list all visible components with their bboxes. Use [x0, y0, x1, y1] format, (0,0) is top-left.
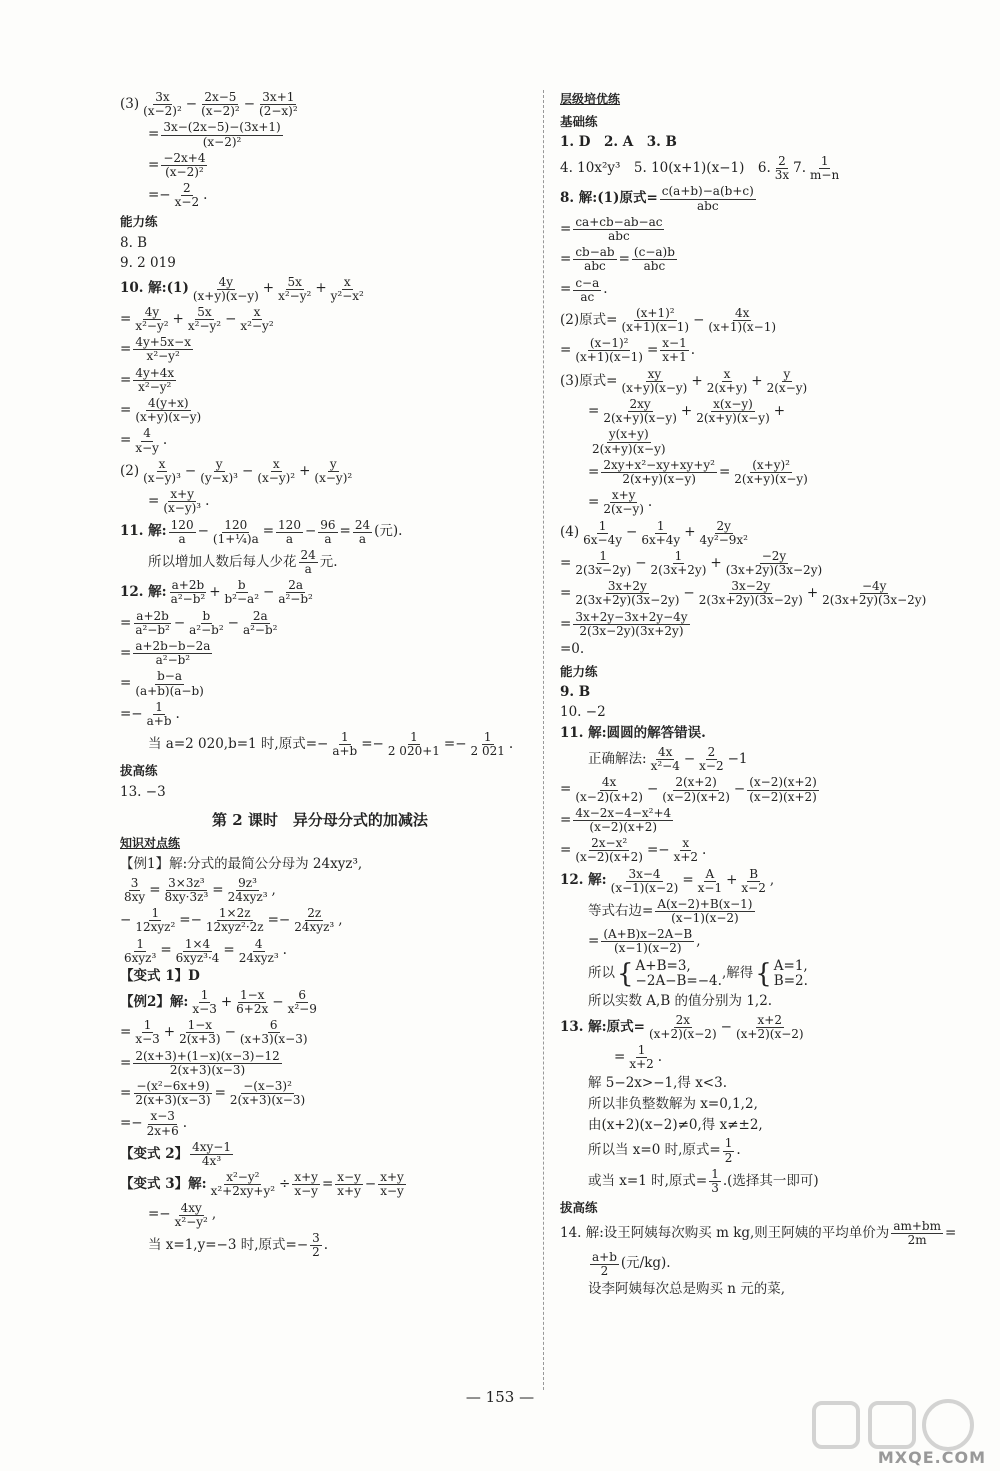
- ex2-line4: = $\frac{\text{−(x²−6x+9)}}{2(x+3)(x-3)}$ = $\frac{\text{−(x−3)²}}{2(x+3)(x-3)}$: [120, 1079, 306, 1108]
- q8-4-line2: = $\frac{1}{2(3x-2y)}$ − $\frac{1}{2(3x+2y)}$ + $\frac{-2y}{(3x+2y)(3x-2y)}$: [560, 548, 823, 578]
- q10-line5: = $\frac{4(y+x)}{(x+y)(x-y)}$: [120, 396, 202, 425]
- ex2-line1: 【例2】解: $\frac{1}{x-3}$ + $\frac{1-x}{6+2x}$ − $\frac{6}{\text{x²−9}}$: [120, 987, 317, 1017]
- q8-3-line3: $\frac{y(x+y)}{2(x+y)(x-y)}$: [592, 427, 666, 456]
- q11-right: 11. 解:圆圆的解答错误.: [560, 725, 706, 742]
- q8-1-line2: = $\frac{ca+cb-ab-ac}{\text{abc}}$: [560, 214, 663, 243]
- heading-basic: 基础练: [560, 113, 598, 129]
- left-column: [120, 88, 520, 1262]
- q13-s2: 所以非负整数解为 x=0,1,2,: [588, 1095, 758, 1112]
- answer-10-right: 10. −2: [560, 704, 606, 721]
- q3-line1: (3) $\frac{3x}{\text{(x−2)²}}$ − $\frac{2x-5}{\text{(x−2)²}}$ − $\frac{3x+1}{\text{(2−x)²}}$: [120, 90, 298, 119]
- q11-line3: = $\frac{\text{4x−2x−4−x²+4}}{(x-2)(x+2)}$: [560, 805, 672, 834]
- q12-right-line2: 等式右边= $\frac{A(x-2)+B(x-1)}{(x-1)(x-2)}$: [588, 896, 753, 926]
- q8-3-line1: (3)原式= $\frac{xy}{(x+y)(x-y)}$ + $\frac{x}{2(x+y)}$ + $\frac{y}{2(x-y)}$: [560, 366, 808, 395]
- q8-2-line1: (2)原式= $\frac{\text{(x+1)²}}{(x+1)(x-1)}$ − $\frac{4x}{(x+1)(x-1)}$: [560, 305, 777, 335]
- q11-line4: = $\frac{\text{2x−x²}}{(x-2)(x+2)}$ =− $\frac{x}{x+2}$ .: [560, 836, 707, 865]
- q8-3-line4: = $\frac{\text{2xy+x²−xy+xy+y²}}{2(x+y)(x-y)}$ = $\frac{\text{(x+y)²}}{2(x+y)(x-y)}$: [588, 457, 808, 486]
- heading-advance: 拔高练: [120, 763, 158, 779]
- q13-s3: 由(x+2)(x−2)≠0,得 x≠±2,: [588, 1116, 763, 1133]
- answer-9-right: 9. B: [560, 684, 591, 701]
- q10-line2: = $\frac{4y}{\text{x²−y²}}$ + $\frac{5x}{\text{x²−y²}}$ − $\frac{x}{\text{x²−y²}}$: [120, 304, 274, 334]
- q13-s4: 所以当 x=0 时,原式= $\frac{1}{2}$ .: [588, 1136, 741, 1165]
- q3-line2: = $\frac{3x-(2x-5)-(3x+1)}{\text{(x−2)²}}$: [148, 120, 281, 149]
- q8-4-line1: (4) $\frac{1}{6x-4y}$ − $\frac{1}{6x+4y}$ + $\frac{2y}{\text{4y²−9x²}}$: [560, 518, 748, 547]
- q11-note: 所以增加人数后每人少花 $\frac{24}{a}$ 元.: [148, 547, 338, 577]
- q8-4-line5: =0.: [560, 641, 585, 658]
- variant2: 【变式 2】 $\frac{4xy-1}{\text{4x³}}$: [120, 1139, 231, 1168]
- q14-line3: 设李阿姨每次总是购买 n 元的菜,: [588, 1281, 786, 1298]
- ex1-line1: $\frac{3}{8xy}$ = $\frac{\text{3×3z³}}{\text{8xy·3z³}}$ = $\frac{\text{9z³}}{\text{24xyz³}}$ ,: [124, 875, 276, 904]
- q10-line1: 10. 解:(1) $\frac{4y}{(x+y)(x-y)}$ + $\frac{5x}{\text{x²−y²}}$ + $\frac{x}{\text{y²−x²}}$: [120, 274, 364, 303]
- heading-ability: 能力练: [120, 214, 158, 230]
- variant3-line2: =− $\frac{4xy}{\text{x²−y²}}$ ,: [148, 1200, 217, 1229]
- answers-4-7: 4. 10x²y³ 5. 10(x+1)(x−1) 6. $\frac{2}{3x}$ 7. $\frac{1}{m-n}$: [560, 154, 840, 183]
- answers-1-3: 1. D 2. A 3. B: [560, 134, 677, 151]
- q14-line1: 14. 解:设王阿姨每次购买 m kg,则王阿姨的平均单价为 $\frac{am+bm}{2m}$ =: [560, 1219, 957, 1248]
- q10-line4: = $\frac{4y+4x}{\text{x²−y²}}$: [120, 365, 175, 394]
- q8-4-line4: = $\frac{3x+2y-3x+2y-4y}{2(3x-2y)(3x+2y)}$: [560, 609, 688, 638]
- q8-4-line3: = $\frac{3x+2y}{2(3x+2y)(3x-2y)}$ − $\frac{3x-2y}{2(3x+2y)(3x-2y)}$ + $\frac{-4y}{2(3x+2y)(3x-2y)}$: [560, 579, 927, 608]
- ex1-line2: − $\frac{1}{\text{12xyz²}}$ =− $\frac{1\times 2z}{\text{12xyz²·2z}}$ =− $\frac{2z}{\text{24xyz³}}$ ,: [120, 906, 343, 935]
- heading-knowledge: 知识对点练: [120, 835, 181, 850]
- q10-line3: = $\frac{4y+5x-x}{\text{x²−y²}}$: [120, 335, 192, 364]
- q8-3-line5: = $\frac{x+y}{2(x-y)}$ .: [588, 488, 653, 517]
- ex2-line3: = $\frac{2(x+3)+(1-x)(x-3)-12}{2(x+3)(x-3)}$: [120, 1048, 280, 1077]
- column-divider: [543, 90, 544, 1390]
- q8-1-line4: = $\frac{c-a}{ac}$ .: [560, 275, 608, 304]
- q12-line2: = $\frac{a+2b}{\text{a²−b²}}$ − $\frac{b}{\text{a²−b²}}$ − $\frac{2a}{\text{a²−b²}}$: [120, 608, 278, 637]
- q10-line6: = $\frac{4}{x-y}$ .: [120, 426, 168, 455]
- section-title: 第 2 课时 异分母分式的加减法: [212, 810, 428, 829]
- q12-when: 当 a=2 020,b=1 时,原式=− $\frac{1}{a+b}$ =− $\frac{1}{2 020+1}$ =− $\frac{1}{2 021}$ .: [148, 730, 514, 759]
- page-number: — 153 —: [465, 1388, 535, 1406]
- q11-line2: = $\frac{4x}{(x-2)(x+2)}$ − $\frac{2(x+2)}{(x-2)(x+2)}$ − $\frac{(x-2)(x+2)}{(x-2)(x+2)}$: [560, 775, 817, 804]
- right-column: [560, 88, 990, 1302]
- q14-line2: $\frac{a+b}{2}$ (元/kg).: [592, 1249, 671, 1278]
- variant3-when: 当 x=1,y=−3 时,原式=− $\frac{3}{2}$ .: [148, 1230, 329, 1260]
- heading-ability-right: 能力练: [560, 663, 598, 679]
- variant3-line1: 【变式 3】解: $\frac{\text{x²−y²}}{\text{x²+2xy+y²}}$ ÷ $\frac{x+y}{x-y}$ = $\frac{x-y}{x+y}$ − $\frac{x+y}{x-y}$: [120, 1170, 404, 1199]
- heading-advance-right: 拔高练: [560, 1199, 598, 1215]
- q13-line2: = $\frac{1}{x+2}$ .: [614, 1043, 663, 1072]
- q12-line1: 12. 解: $\frac{a+2b}{\text{a²−b²}}$ + $\frac{b}{\text{b²−a²}}$ − $\frac{2a}{\text{a²−b²}}$: [120, 578, 313, 607]
- heading-tier: 层级培优练: [560, 92, 621, 107]
- q12-right-system: 所以 { A+B=3, −2A−B=−4. ,解得 { A=1, B=2.: [588, 957, 808, 990]
- q13-s5: 或当 x=1 时,原式= $\frac{1}{3}$ .(选择其一即可): [588, 1166, 819, 1195]
- watermark-text: MXQE.COM: [877, 1448, 986, 1467]
- q12-right-line3: = $\frac{(A+B)x-2A-B}{(x-1)(x-2)}$ ,: [588, 927, 701, 956]
- q10-2-line2: = $\frac{x+y}{\text{(x−y)³}}$ .: [148, 487, 210, 516]
- q10-2-line1: (2) $\frac{x}{\text{(x−y)³}}$ − $\frac{y}{\text{(y−x)³}}$ − $\frac{x}{\text{(x−y)²}}$ + $\frac{y}{\text{(x−y)²}}$: [120, 456, 353, 485]
- q12-line5: =− $\frac{1}{a+b}$ .: [120, 699, 180, 728]
- answer-13: 13. −3: [120, 783, 166, 800]
- q3-line3: = $\frac{-2x+4}{\text{(x−2)²}}$: [148, 150, 206, 179]
- q11-line1: 11. 解: $\frac{120}{a}$ − $\frac{120}{\text{(1+¼)a}}$ = $\frac{120}{a}$ − $\frac{96}{a}$ = $\frac{24}{a}$ (元).: [120, 517, 403, 546]
- q12-right-conclude: 所以实数 A,B 的值分别为 1,2.: [588, 992, 773, 1009]
- q13-s1: 解 5−2x>−1,得 x<3.: [588, 1074, 727, 1091]
- answer-8: 8. B: [120, 234, 148, 251]
- q8-3-line2: = $\frac{2xy}{2(x+y)(x-y)}$ + $\frac{x(x-y)}{2(x+y)(x-y)}$ +: [588, 397, 786, 426]
- q12-right-line1: 12. 解: $\frac{3x-4}{(x-1)(x-2)}$ = $\frac{A}{x-1}$ + $\frac{B}{x-2}$ ,: [560, 866, 775, 895]
- ex2-line2: = $\frac{1}{x-3}$ + $\frac{1-x}{2(x+3)}$ − $\frac{6}{(x+3)(x-3)}$: [120, 1018, 308, 1047]
- q3-line4: =− $\frac{2}{x-2}$ .: [148, 181, 208, 210]
- q12-line3: = $\frac{a+2b-b-2a}{\text{a²−b²}}$: [120, 639, 211, 668]
- q8-1-line3: = $\frac{cb-ab}{\text{abc}}$ = $\frac{(c-a)b}{\text{abc}}$: [560, 245, 675, 274]
- q12-line4: = $\frac{b-a}{(a+b)(a-b)}$: [120, 669, 204, 698]
- q11-correct: 正确解法: $\frac{4x}{\text{x²−4}}$ − $\frac{2}{x-2}$ −1: [588, 745, 748, 774]
- ex2-line5: =− $\frac{x-3}{2x+6}$ .: [120, 1109, 188, 1138]
- q3-label: (3): [120, 95, 140, 112]
- q8-2-line2: = $\frac{\text{(x−1)²}}{(x+1)(x-1)}$ = $\frac{x-1}{x+1}$ .: [560, 336, 696, 365]
- answer-9: 9. 2 019: [120, 254, 176, 271]
- q8-1-line1: 8. 解:(1)原式= $\frac{c(a+b)-a(b+c)}{\text{abc}}$: [560, 184, 754, 213]
- example1: 【例1】解:分式的最简公分母为 24xyz³,: [120, 855, 363, 872]
- variant1: 【变式 1】D: [120, 968, 200, 985]
- ex1-line3: $\frac{1}{\text{6xyz³}}$ = $\frac{1\times 4}{\text{6xyz³·4}}$ = $\frac{4}{\text{24xyz³}}$ .: [124, 936, 287, 965]
- q13-line1: 13. 解:原式= $\frac{2x}{(x+2)(x-2)}$ − $\frac{x+2}{(x+2)(x-2)}$: [560, 1012, 804, 1041]
